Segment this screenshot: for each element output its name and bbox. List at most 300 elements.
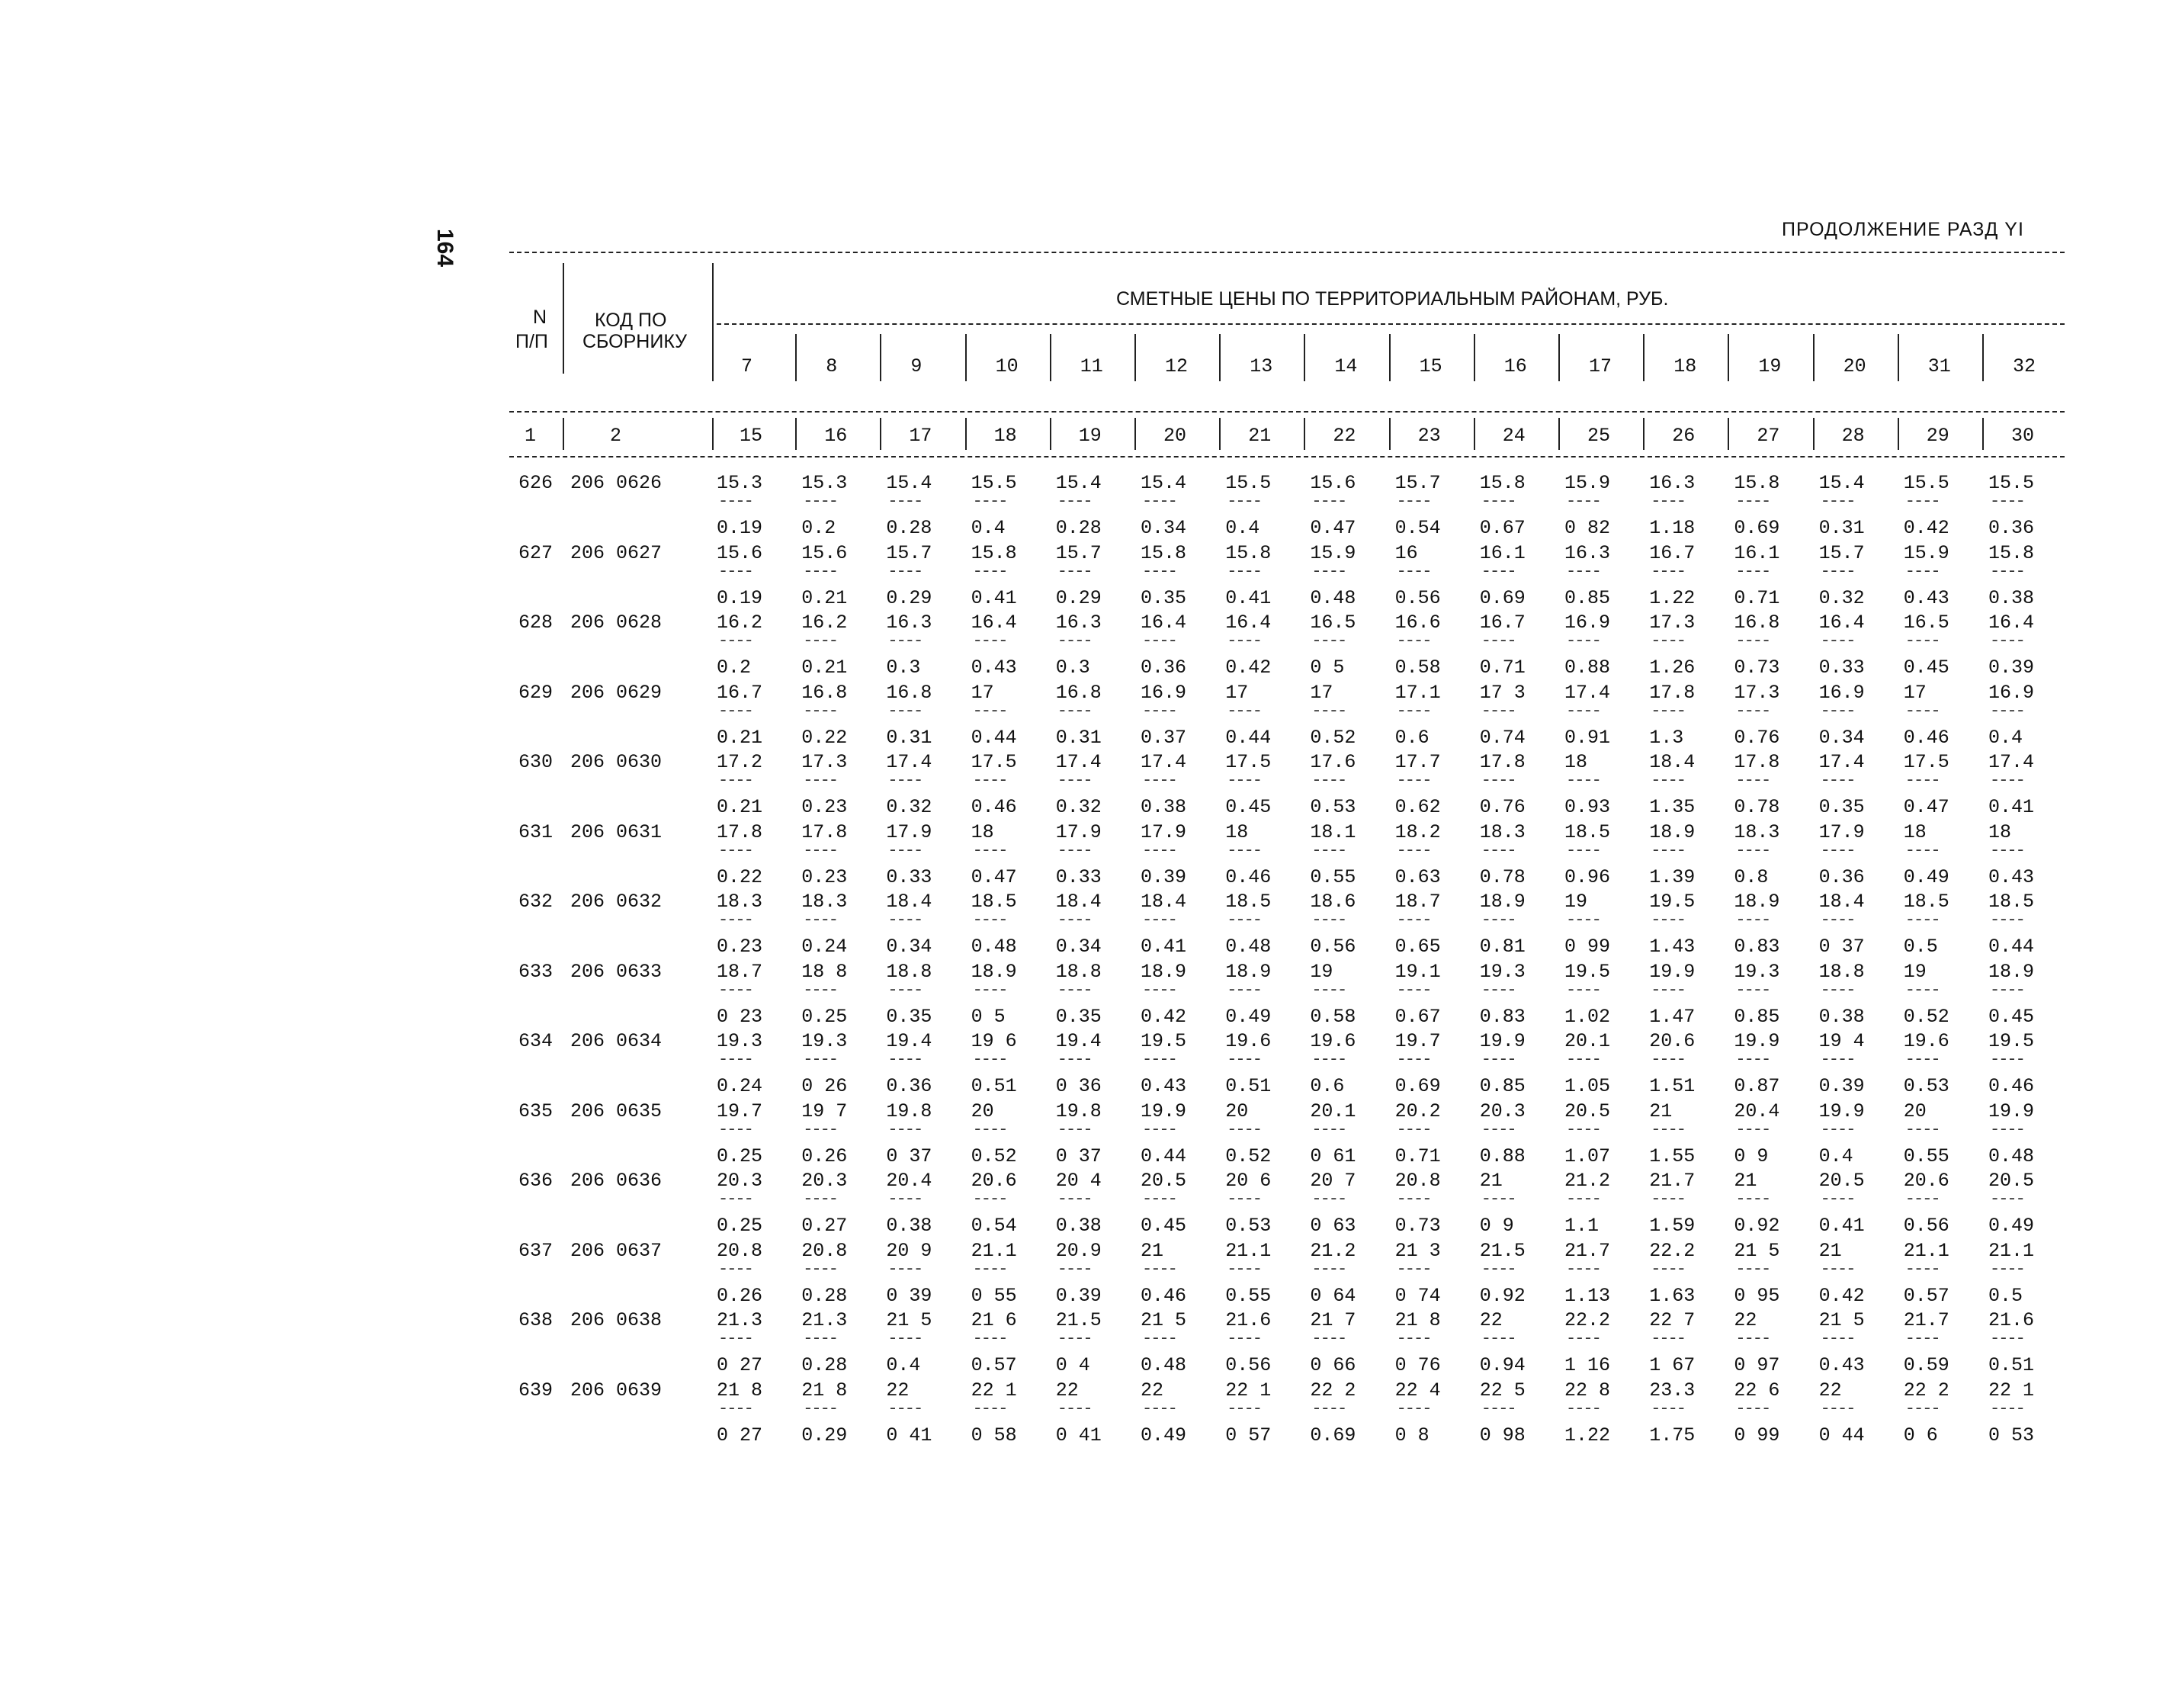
cell-separator: ---- — [1566, 1190, 1600, 1209]
sub-value-cell: 0.4 — [1988, 726, 2023, 749]
sub-value-cell: 0.93 — [1564, 796, 1611, 818]
price-cell: 20 — [971, 1100, 994, 1122]
price-cell: 19.3 — [717, 1030, 763, 1052]
price-cell: 15.6 — [1310, 472, 1356, 494]
cell-separator: ---- — [1904, 561, 1940, 581]
cell-separator: ---- — [1651, 561, 1685, 581]
price-cell: 17.7 — [1394, 751, 1441, 773]
column-number: 25 — [1587, 425, 1611, 447]
price-cell: 18.8 — [1055, 960, 1102, 983]
price-cell: 15.5 — [1903, 472, 1949, 494]
price-cell: 21 5 — [1734, 1239, 1780, 1262]
sub-value-cell: 0 44 — [1818, 1424, 1865, 1446]
cell-separator: ---- — [1142, 631, 1176, 650]
cell-separator: ---- — [1057, 1050, 1092, 1069]
region-number: 8 — [826, 355, 838, 377]
price-cell: 16.8 — [1734, 612, 1780, 634]
sub-value-cell: 0.96 — [1564, 865, 1611, 888]
sub-value-cell: 1.55 — [1649, 1145, 1696, 1167]
region-number: 10 — [995, 355, 1019, 377]
cell-separator: ---- — [1057, 1259, 1092, 1279]
price-cell: 20.3 — [1479, 1100, 1526, 1122]
row-code: 206 0639 — [570, 1379, 663, 1401]
price-cell: 18.9 — [1649, 820, 1696, 843]
sub-value-cell: 0.41 — [1141, 936, 1187, 958]
column-number: 16 — [824, 425, 848, 447]
cell-separator: ---- — [1142, 1119, 1176, 1139]
cell-separator: ---- — [887, 840, 923, 860]
price-cell: 18.5 — [971, 891, 1017, 913]
price-cell: 19.8 — [1055, 1100, 1102, 1122]
cell-separator: ---- — [1396, 1329, 1431, 1348]
cell-separator: ---- — [1396, 631, 1431, 650]
cell-separator: ---- — [1311, 1119, 1346, 1139]
sub-value-cell: 0.36 — [1141, 657, 1187, 679]
price-cell: 21.7 — [1564, 1239, 1611, 1262]
price-cell: 21.7 — [1903, 1309, 1949, 1331]
price-cell: 20.6 — [1649, 1030, 1696, 1052]
cell-separator: ---- — [803, 701, 837, 721]
sub-value-cell: 0.25 — [801, 1005, 848, 1028]
sub-value-cell: 0.28 — [886, 517, 932, 539]
price-cell: 16.1 — [1734, 541, 1780, 564]
sub-value-cell: 0.43 — [1988, 865, 2035, 888]
sub-value-cell: 0.28 — [801, 1284, 848, 1307]
price-cell: 18.9 — [1988, 960, 2035, 983]
cell-separator: ---- — [1396, 840, 1431, 860]
sub-value-cell: 0.21 — [717, 796, 763, 818]
price-cell: 22 2 — [1310, 1379, 1356, 1401]
row-code: 206 0631 — [570, 820, 663, 843]
cell-separator: ---- — [1990, 1190, 2024, 1209]
sub-value-cell: 0.23 — [801, 796, 848, 818]
cell-separator: ---- — [1566, 492, 1600, 511]
price-cell: 16.8 — [801, 681, 848, 704]
sub-value-cell: 0.45 — [1141, 1215, 1187, 1237]
price-cell: 22 7 — [1649, 1309, 1696, 1331]
cell-separator: ---- — [1227, 1050, 1261, 1069]
price-cell: 15.5 — [1988, 472, 2035, 494]
price-cell: 22 — [1141, 1379, 1164, 1401]
cell-separator: ---- — [1566, 701, 1600, 721]
sub-value-cell: 0.35 — [1055, 1005, 1102, 1028]
sub-value-cell: 0.37 — [1141, 726, 1187, 749]
sub-value-cell: 0 26 — [801, 1075, 848, 1097]
sub-value-cell: 0.46 — [1225, 865, 1272, 888]
sub-value-cell: 0.78 — [1734, 796, 1780, 818]
cell-separator: ---- — [1735, 1050, 1770, 1069]
sub-value-cell: 0.6 — [1394, 726, 1430, 749]
cell-separator: ---- — [1481, 561, 1516, 581]
sub-value-cell: 0.39 — [1055, 1284, 1102, 1307]
cell-separator: ---- — [1820, 771, 1855, 790]
sub-value-cell: 0 58 — [971, 1424, 1017, 1446]
sub-value-cell: 0.53 — [1310, 796, 1356, 818]
sub-value-cell: 0.71 — [1734, 586, 1780, 609]
price-cell: 21 5 — [1818, 1309, 1865, 1331]
cell-separator: ---- — [887, 1398, 923, 1418]
price-cell: 20 4 — [1055, 1170, 1102, 1192]
price-cell: 18.9 — [1479, 891, 1526, 913]
price-cell: 16.4 — [971, 612, 1017, 634]
sub-value-cell: 0.42 — [1818, 1284, 1865, 1307]
cell-separator: ---- — [972, 492, 1007, 511]
sub-value-cell: 0.41 — [1988, 796, 2035, 818]
column-divider — [712, 263, 714, 381]
sub-value-cell: 0.67 — [1394, 1005, 1441, 1028]
column-divider — [1304, 334, 1305, 381]
row-code: 206 0638 — [570, 1309, 663, 1331]
sub-value-cell: 0 41 — [886, 1424, 932, 1446]
cell-separator: ---- — [887, 492, 923, 511]
cell-separator: ---- — [1651, 1259, 1685, 1279]
cell-separator: ---- — [1396, 1050, 1431, 1069]
sub-value-cell: 0.45 — [1225, 796, 1272, 818]
cell-separator: ---- — [1820, 980, 1855, 1000]
column-divider — [1389, 418, 1391, 450]
cell-separator: ---- — [1057, 771, 1092, 790]
price-cell: 22 1 — [1225, 1379, 1272, 1401]
sub-value-cell: 0.21 — [801, 657, 848, 679]
sub-value-cell: 1.18 — [1649, 517, 1696, 539]
row-number: 634 — [518, 1030, 554, 1052]
cell-separator: ---- — [1227, 631, 1261, 650]
sub-value-cell: 0 39 — [886, 1284, 932, 1307]
price-cell: 17.9 — [1141, 820, 1187, 843]
price-cell: 21 — [1649, 1100, 1673, 1122]
price-cell: 15.8 — [1988, 541, 2035, 564]
cell-separator: ---- — [1227, 492, 1261, 511]
price-cell: 16.3 — [1055, 612, 1102, 634]
cell-separator: ---- — [1311, 631, 1346, 650]
price-cell: 17.6 — [1310, 751, 1356, 773]
region-number: 15 — [1419, 355, 1442, 377]
cell-separator: ---- — [803, 631, 837, 650]
cell-separator: ---- — [1396, 771, 1431, 790]
cell-separator: ---- — [1651, 980, 1685, 1000]
price-cell: 21.6 — [1225, 1309, 1272, 1331]
price-cell: 15.4 — [886, 472, 932, 494]
price-cell: 20.5 — [1818, 1170, 1865, 1192]
cell-separator: ---- — [1990, 1119, 2024, 1139]
column-divider — [1219, 418, 1221, 450]
sub-value-cell: 0.42 — [1141, 1005, 1187, 1028]
column-number: 20 — [1163, 425, 1187, 447]
price-cell: 17.4 — [886, 751, 932, 773]
sub-value-cell: 1.1 — [1564, 1215, 1600, 1237]
sub-value-cell: 0.88 — [1479, 1145, 1526, 1167]
cell-separator: ---- — [972, 1259, 1007, 1279]
column-divider — [1134, 334, 1136, 381]
price-cell: 16.7 — [717, 681, 763, 704]
sub-value-cell: 1.22 — [1649, 586, 1696, 609]
sub-value-cell: 0.48 — [971, 936, 1017, 958]
sub-value-cell: 0 57 — [1225, 1424, 1272, 1446]
cell-separator: ---- — [887, 561, 923, 581]
cell-separator: ---- — [1651, 1329, 1685, 1348]
sub-value-cell: 0.92 — [1479, 1284, 1526, 1307]
sub-value-cell: 0.69 — [1394, 1075, 1441, 1097]
cell-separator: ---- — [1904, 771, 1940, 790]
row-code: 206 0632 — [570, 891, 663, 913]
sub-value-cell: 0.38 — [1988, 586, 2035, 609]
cell-separator: ---- — [1396, 561, 1431, 581]
sub-value-cell: 0.41 — [1818, 1215, 1865, 1237]
cell-separator: ---- — [1735, 840, 1770, 860]
group-title: СМЕТНЫЕ ЦЕНЫ ПО ТЕРРИТОРИАЛЬНЫМ РАЙОНАМ, РУБ. — [1116, 288, 1669, 310]
cell-separator: ---- — [1227, 1329, 1261, 1348]
cell-separator: ---- — [1142, 1398, 1176, 1418]
price-cell: 21.1 — [971, 1239, 1017, 1262]
column-divider — [1813, 418, 1815, 450]
column-number: 21 — [1248, 425, 1272, 447]
sub-value-cell: 0.32 — [1055, 796, 1102, 818]
price-cell: 19.9 — [1734, 1030, 1780, 1052]
price-cell: 18.3 — [1479, 820, 1526, 843]
cell-separator: ---- — [1820, 1398, 1855, 1418]
cell-separator: ---- — [803, 1190, 837, 1209]
cell-separator: ---- — [1735, 1259, 1770, 1279]
cell-separator: ---- — [1142, 910, 1176, 929]
sub-value-cell: 0.33 — [1055, 865, 1102, 888]
sub-value-cell: 0.57 — [971, 1354, 1017, 1376]
column-divider — [1643, 418, 1645, 450]
row-number: 626 — [518, 472, 554, 494]
sub-value-cell: 0.26 — [801, 1145, 848, 1167]
sub-value-cell: 0.52 — [1310, 726, 1356, 749]
cell-separator: ---- — [1057, 492, 1092, 511]
cell-separator: ---- — [1735, 910, 1770, 929]
price-cell: 20 9 — [886, 1239, 932, 1262]
cell-separator: ---- — [1227, 1190, 1261, 1209]
cell-separator: ---- — [718, 701, 752, 721]
cell-separator: ---- — [1396, 492, 1431, 511]
cell-separator: ---- — [1057, 561, 1092, 581]
column-divider — [1389, 334, 1391, 381]
price-cell: 18.9 — [971, 960, 1017, 983]
sub-value-cell: 0.21 — [717, 726, 763, 749]
price-cell: 17 3 — [1479, 681, 1526, 704]
sub-value-cell: 0.3 — [886, 657, 921, 679]
price-cell: 21 3 — [1394, 1239, 1441, 1262]
price-cell: 18.2 — [1394, 820, 1441, 843]
cell-separator: ---- — [972, 840, 1007, 860]
price-cell: 23.3 — [1649, 1379, 1696, 1401]
sub-value-cell: 0.55 — [1225, 1284, 1272, 1307]
cell-separator: ---- — [1990, 910, 2024, 929]
price-cell: 16.3 — [1564, 541, 1611, 564]
column-number: 15 — [740, 425, 763, 447]
price-cell: 19 — [1564, 891, 1588, 913]
price-cell: 18.8 — [1818, 960, 1865, 983]
cell-separator: ---- — [887, 980, 923, 1000]
cell-separator: ---- — [887, 1050, 923, 1069]
sub-value-cell: 0.29 — [886, 586, 932, 609]
price-cell: 18.4 — [1818, 891, 1865, 913]
column-number: 26 — [1672, 425, 1696, 447]
column-divider — [1558, 334, 1560, 381]
cell-separator: ---- — [1481, 910, 1516, 929]
sub-value-cell: 0.31 — [1055, 726, 1102, 749]
row-code: 206 0635 — [570, 1100, 663, 1122]
cell-separator: ---- — [1566, 1398, 1600, 1418]
sub-value-cell: 0.47 — [1310, 517, 1356, 539]
row-number: 638 — [518, 1309, 554, 1331]
price-cell: 18 8 — [801, 960, 848, 983]
cell-separator: ---- — [887, 1190, 923, 1209]
row-code: 206 0636 — [570, 1170, 663, 1192]
cell-separator: ---- — [972, 980, 1007, 1000]
cell-separator: ---- — [887, 1329, 923, 1348]
cell-separator: ---- — [1990, 1050, 2024, 1069]
cell-separator: ---- — [972, 631, 1007, 650]
price-cell: 16.1 — [1479, 541, 1526, 564]
cell-separator: ---- — [1481, 840, 1516, 860]
sub-value-cell: 0.74 — [1479, 726, 1526, 749]
cell-separator: ---- — [1735, 631, 1770, 650]
price-cell: 18.9 — [1141, 960, 1187, 983]
sub-value-cell: 0 9 — [1479, 1215, 1514, 1237]
price-cell: 16.4 — [1818, 612, 1865, 634]
row-number: 633 — [518, 960, 554, 983]
cell-separator: ---- — [1057, 1398, 1092, 1418]
cell-separator: ---- — [1566, 1050, 1600, 1069]
sub-value-cell: 0.58 — [1310, 1005, 1356, 1028]
sub-value-cell: 0.47 — [1903, 796, 1949, 818]
sub-value-cell: 0.3 — [1055, 657, 1090, 679]
price-cell: 17.9 — [1818, 820, 1865, 843]
price-cell: 15.7 — [886, 541, 932, 564]
price-cell: 18.3 — [1734, 820, 1780, 843]
region-number: 13 — [1250, 355, 1273, 377]
cell-separator: ---- — [972, 1119, 1007, 1139]
cell-separator: ---- — [1396, 1398, 1431, 1418]
cell-separator: ---- — [718, 492, 752, 511]
cell-separator: ---- — [972, 1398, 1007, 1418]
sub-value-cell: 0.43 — [1818, 1354, 1865, 1376]
sub-value-cell: 0.2 — [801, 517, 836, 539]
sub-value-cell: 0.52 — [1903, 1005, 1949, 1028]
sub-value-cell: 0.73 — [1394, 1215, 1441, 1237]
cell-separator: ---- — [1904, 1190, 1940, 1209]
price-cell: 18.5 — [1225, 891, 1272, 913]
row-code: 206 0630 — [570, 751, 663, 773]
sub-value-cell: 1.43 — [1649, 936, 1696, 958]
sub-value-cell: 0.34 — [1055, 936, 1102, 958]
cell-separator: ---- — [1990, 561, 2024, 581]
cell-separator: ---- — [1651, 1190, 1685, 1209]
sub-value-cell: 0 36 — [1055, 1075, 1102, 1097]
sub-value-cell: 0 74 — [1394, 1284, 1441, 1307]
column-divider — [1982, 334, 1984, 381]
sub-value-cell: 0.49 — [1903, 865, 1949, 888]
price-cell: 19 4 — [1818, 1030, 1865, 1052]
header-code-1: КОД ПО — [595, 310, 667, 331]
sub-value-cell: 0.62 — [1394, 796, 1441, 818]
sub-value-cell: 0.56 — [1225, 1354, 1272, 1376]
price-cell: 20 7 — [1310, 1170, 1356, 1192]
cell-separator: ---- — [1904, 1119, 1940, 1139]
price-cell: 20.1 — [1310, 1100, 1356, 1122]
cell-separator: ---- — [1990, 492, 2024, 511]
continuation-label: ПРОДОЛЖЕНИЕ РАЗД YI — [1782, 219, 2024, 240]
cell-separator: ---- — [1311, 910, 1346, 929]
cell-separator: ---- — [1481, 631, 1516, 650]
cell-separator: ---- — [1904, 631, 1940, 650]
sub-value-cell: 1.22 — [1564, 1424, 1611, 1446]
price-cell: 16.4 — [1225, 612, 1272, 634]
price-cell: 19 — [1310, 960, 1333, 983]
sub-value-cell: 0.88 — [1564, 657, 1611, 679]
cell-separator: ---- — [1142, 980, 1176, 1000]
price-cell: 15.4 — [1818, 472, 1865, 494]
sub-value-cell: 0 41 — [1055, 1424, 1102, 1446]
sub-value-cell: 0.41 — [971, 586, 1017, 609]
price-cell: 20.2 — [1394, 1100, 1441, 1122]
cell-separator: ---- — [1311, 1329, 1346, 1348]
price-cell: 21.3 — [801, 1309, 848, 1331]
price-cell: 19.3 — [1479, 960, 1526, 983]
price-cell: 19.7 — [717, 1100, 763, 1122]
sub-value-cell: 0.34 — [1818, 726, 1865, 749]
price-cell: 18.4 — [1649, 751, 1696, 773]
cell-separator: ---- — [803, 1398, 837, 1418]
cell-separator: ---- — [1990, 980, 2024, 1000]
price-cell: 19.9 — [1818, 1100, 1865, 1122]
row-number: 630 — [518, 751, 554, 773]
cell-separator: ---- — [1735, 701, 1770, 721]
sub-value-cell: 0.5 — [1903, 936, 1938, 958]
cell-separator: ---- — [718, 1119, 752, 1139]
price-cell: 19.8 — [886, 1100, 932, 1122]
cell-separator: ---- — [1227, 701, 1261, 721]
region-number: 12 — [1165, 355, 1189, 377]
cell-separator: ---- — [1735, 1329, 1770, 1348]
sub-value-cell: 0 27 — [717, 1354, 763, 1376]
sub-value-cell: 0.2 — [717, 657, 752, 679]
price-cell: 22 5 — [1479, 1379, 1526, 1401]
price-cell: 21.2 — [1310, 1239, 1356, 1262]
sub-value-cell: 1.35 — [1649, 796, 1696, 818]
row-number: 635 — [518, 1100, 554, 1122]
price-cell: 17.4 — [1564, 681, 1611, 704]
sub-value-cell: 0.48 — [1225, 936, 1272, 958]
price-cell: 21 — [1479, 1170, 1503, 1192]
price-cell: 16.5 — [1310, 612, 1356, 634]
region-number: 11 — [1080, 355, 1103, 377]
price-cell: 22 1 — [971, 1379, 1017, 1401]
sub-value-cell: 0.4 — [971, 517, 1006, 539]
price-cell: 22.2 — [1649, 1239, 1696, 1262]
sub-value-cell: 0.38 — [1141, 796, 1187, 818]
sub-value-cell: 0 37 — [1055, 1145, 1102, 1167]
cell-separator: ---- — [1396, 1119, 1431, 1139]
sub-value-cell: 0 61 — [1310, 1145, 1356, 1167]
header-pp: П/П — [515, 331, 548, 352]
price-cell: 17.3 — [801, 751, 848, 773]
row-number: 639 — [518, 1379, 554, 1401]
sub-value-cell: 0.83 — [1479, 1005, 1526, 1028]
sub-value-cell: 0.39 — [1818, 1075, 1865, 1097]
sub-value-cell: 0 55 — [971, 1284, 1017, 1307]
column-divider — [1728, 418, 1729, 450]
cell-separator: ---- — [887, 910, 923, 929]
price-cell: 18.5 — [1988, 891, 2035, 913]
cell-separator: ---- — [803, 1259, 837, 1279]
cell-separator: ---- — [1142, 771, 1176, 790]
row-number: 629 — [518, 681, 554, 704]
row-code: 206 0633 — [570, 960, 663, 983]
